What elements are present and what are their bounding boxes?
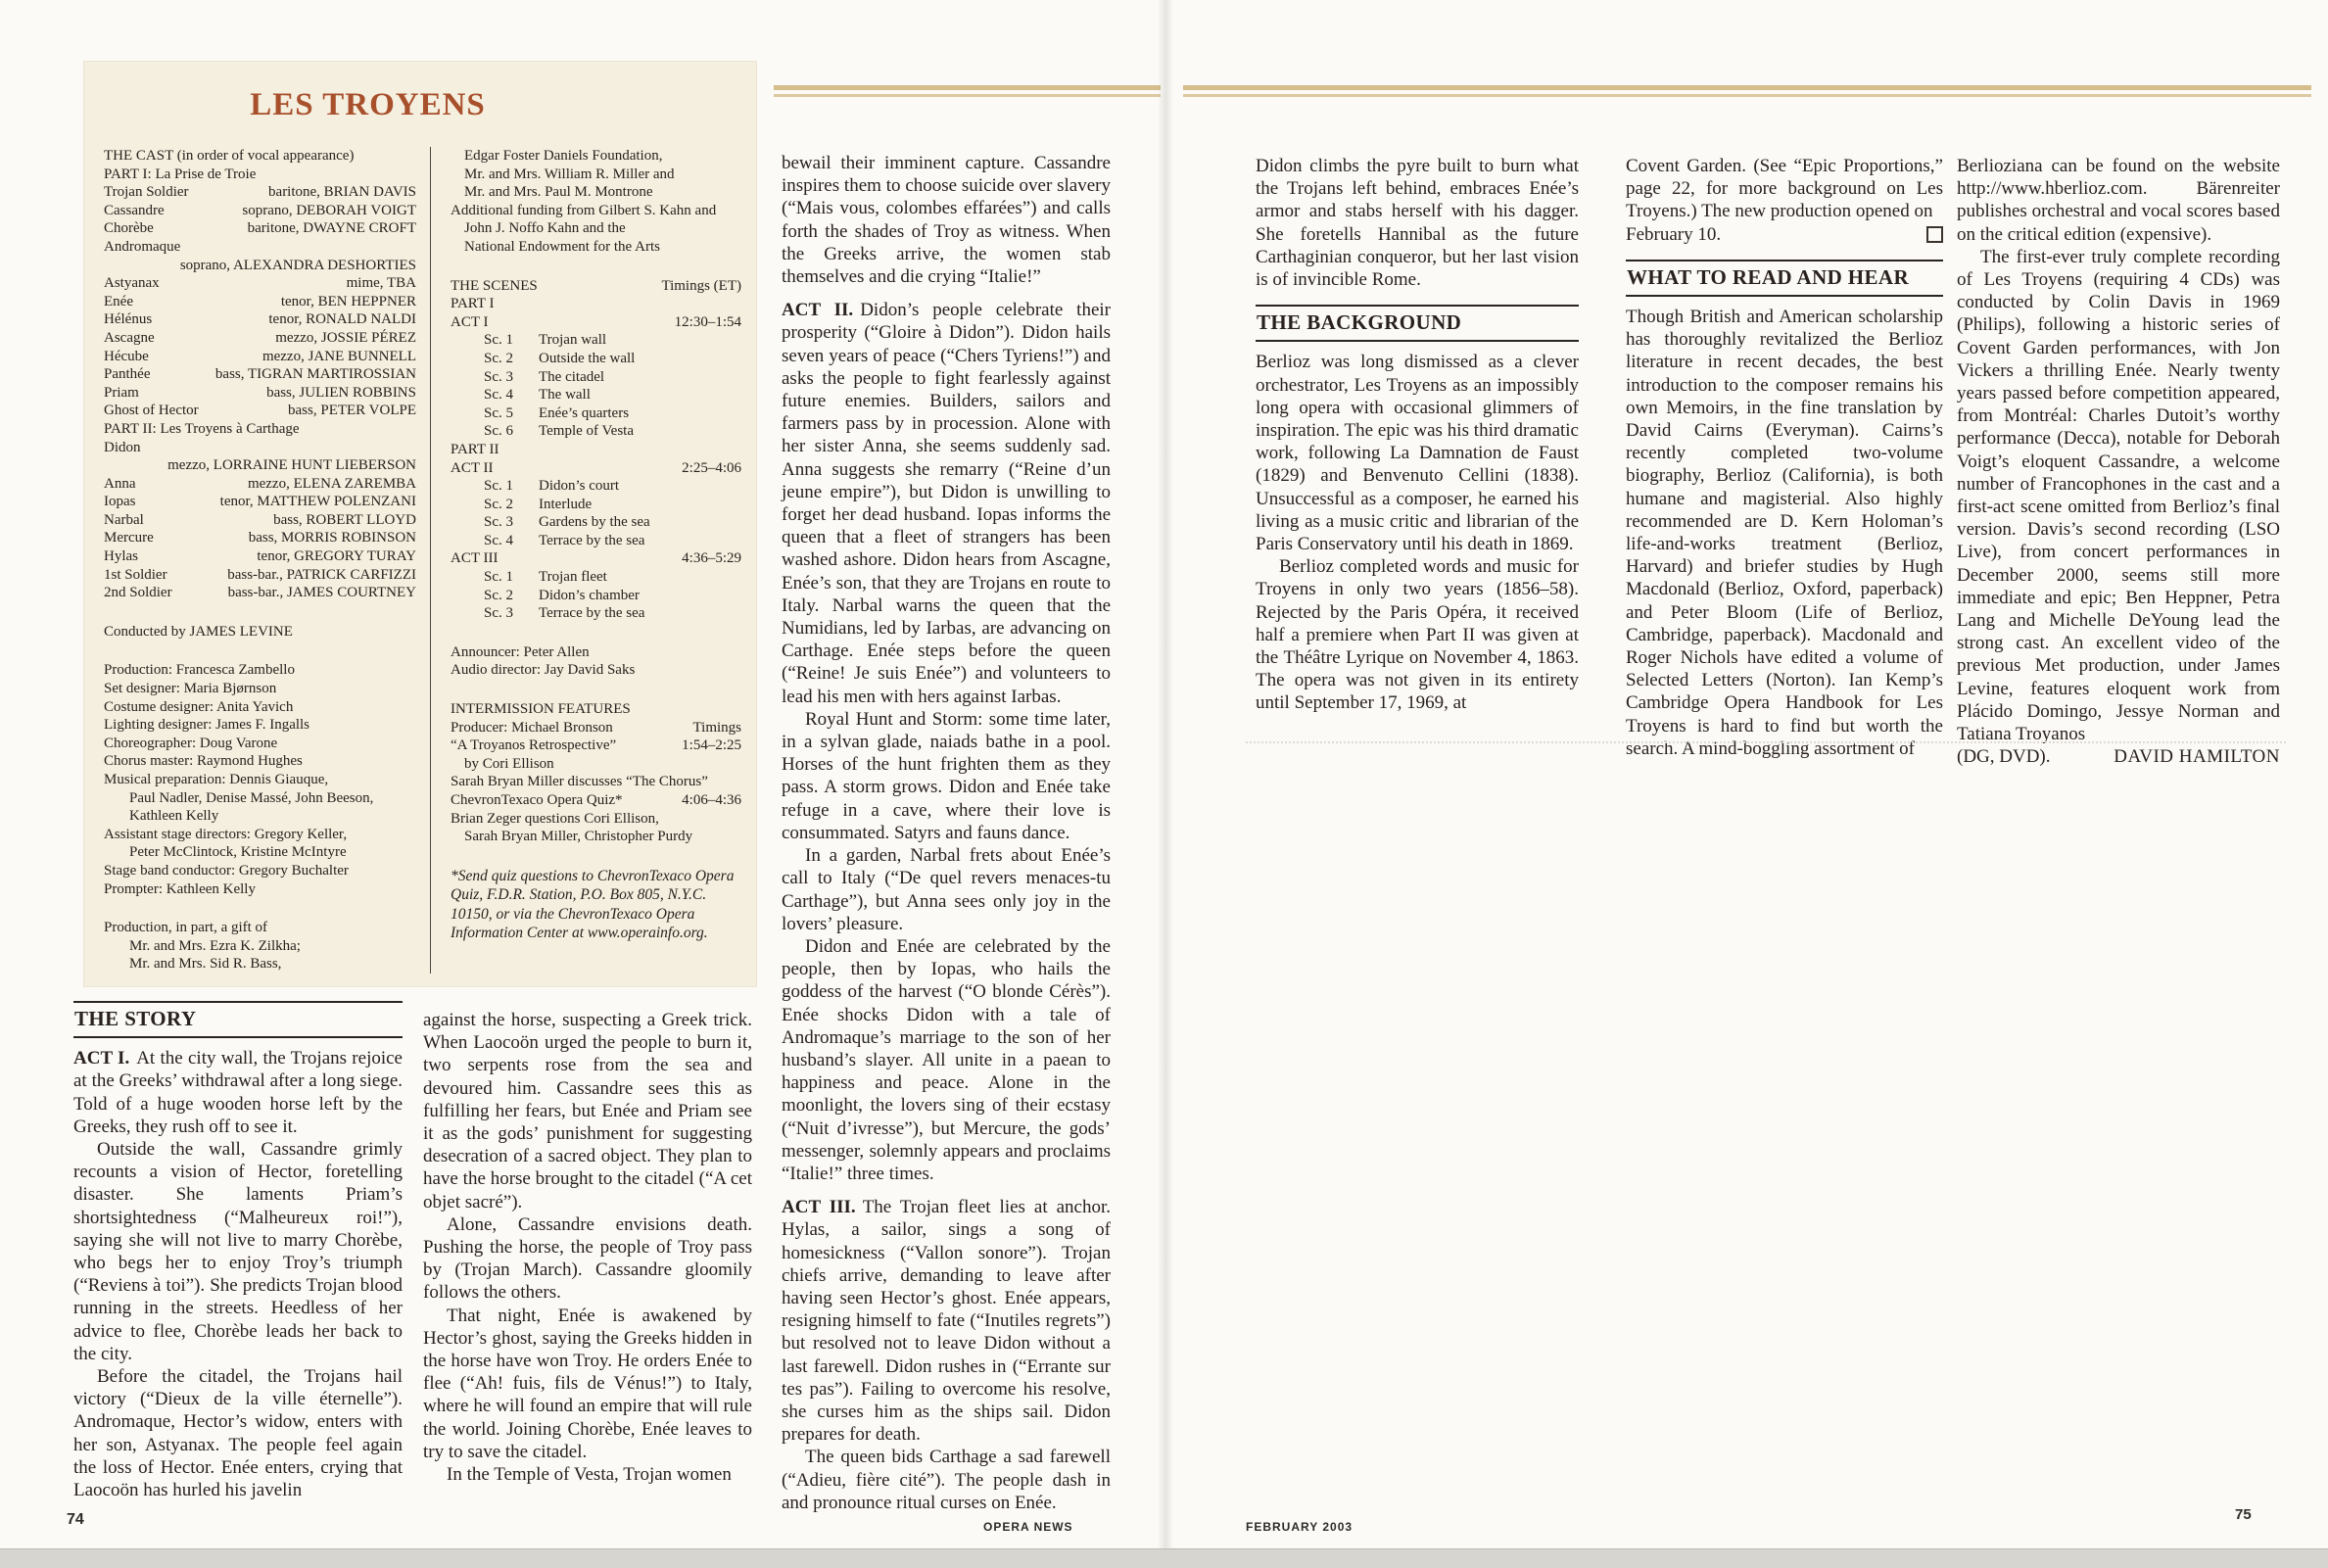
scenes-line: Announcer: Peter Allen: [451, 643, 590, 660]
scenes-line: Sc. 4 The wall: [484, 387, 591, 404]
final-line-text: (DG, DVD).: [1957, 746, 2051, 768]
scenes-line: Brian Zeger questions Cori Ellison,: [451, 810, 659, 827]
cast-line: 2nd Soldier bass-bar., JAMES COURTNEY: [104, 585, 416, 601]
byline-row: [1957, 745, 2280, 768]
cast-line: Prompter: Kathleen Kelly: [104, 880, 256, 897]
top-rule-left-thin: [774, 94, 1161, 97]
cast-line: Hécube mezzo, JANE BUNNELL: [104, 348, 416, 364]
top-rule-left: [774, 85, 1161, 90]
cast-line: Ghost of Hector bass, PETER VOLPE: [104, 403, 416, 419]
story-paragraph: Outside the wall, Cassandre grimly recounts a vision of Hector, foretelling disaster. She laments Priam’s shortsightedness (“Malheureux roi!”), saying she will not live to marry Chorèbe, who begs her to enjoy Troy’s triumph (“Reviens à toi”). She predicts Trojan blood running in the streets. Heedless of her advice to flee, Chorèbe leads her back to the city.: [73, 1139, 403, 1364]
cast-line: Paul Nadler, Denise Massé, John Beeson,: [129, 789, 374, 806]
scenes-line: Sc. 1 Trojan fleet: [484, 569, 607, 586]
scenes-line: PART I: [451, 296, 495, 312]
top-rule-right-thin: [1183, 94, 2311, 97]
scenes-line: ACT III 4:36–5:29: [451, 550, 741, 567]
background-paragraph: Covent Garden. (See “Epic Proportions,” page 22, for more background on Les Troyens.) The new production opened on: [1626, 156, 1943, 222]
footer-issue-date: FEBRUARY 2003: [1246, 1520, 1354, 1534]
cast-line: Didon: [104, 439, 141, 455]
footer-magazine-name: OPERA NEWS: [983, 1520, 1073, 1534]
scenes-line: ChevronTexaco Opera Quiz* 4:06–4:36: [451, 792, 741, 808]
scenes-line: Mr. and Mrs. Paul M. Montrone: [464, 184, 653, 201]
cast-line: Anna mezzo, ELENA ZAREMBA: [104, 475, 416, 492]
story-paragraph: against the horse, suspecting a Greek trick. When Laocoön urged the people to burn it, two serpents rose from the sea and devoured him. Cassandre sees this as fulfilling her fears, but Enée and Priam see it as the gods’ punishment for suggesting desecration of a sacred object. They plan to have the horse brought to the citadel (“A cet objet sacré”).: [423, 1010, 752, 1212]
opera-title: LES TROYENS: [250, 87, 486, 122]
scenes-line: THE SCENES Timings (ET): [451, 277, 741, 294]
section-heading-the-background: [1256, 305, 1579, 342]
author-byline: DAVID HAMILTON: [2114, 746, 2280, 768]
scan-bottom-edge: [0, 1548, 2328, 1568]
cast-line: Chorèbe baritone, DWAYNE CROFT: [104, 220, 416, 237]
cast-line: PART I: La Prise de Troie: [104, 166, 257, 182]
article-end-text: February 10.: [1626, 223, 1722, 245]
cast-line: Hélénus tenor, RONALD NALDI: [104, 311, 416, 328]
cast-line: Musical preparation: Dennis Giauque,: [104, 772, 329, 787]
cast-line: Set designer: Maria Bjørnson: [104, 681, 277, 697]
quiz-note: *Send quiz questions to ChevronTexaco Opera Quiz, F.D.R. Station, P.O. Box 805, N.Y.C. 10150, or via the ChevronTexaco Opera Information Center at www.operainfo.org.: [451, 867, 735, 942]
cast-line: Ascagne mezzo, JOSSIE PÉREZ: [104, 329, 416, 346]
page-number-left: 74: [67, 1511, 84, 1528]
section-heading-label: THE STORY: [74, 1007, 197, 1030]
scenes-line: Sc. 2 Interlude: [484, 496, 593, 512]
cast-line: Choreographer: Doug Varone: [104, 735, 278, 751]
section-heading-label: THE BACKGROUND: [1257, 310, 1462, 335]
scenes-line: Sc. 2 Didon’s chamber: [484, 587, 640, 603]
background-paragraph: Berlioz was long dismissed as a clever orchestrator, Les Troyens as an impossibly long opera with occasional glimmers of inspiration. The epic was his third dramatic work, following La Damnation de Faust (1829) and Benvenuto Cellini (1838). Unsuccessful as a composer, he earned his living as a music critic and librarian of the Paris Conservatory until his death in 1869.: [1256, 352, 1579, 555]
scan-artifact-line: [1246, 741, 2286, 743]
scenes-line: Producer: Michael Bronson Timings: [451, 719, 741, 736]
right-column-1: [1256, 155, 1579, 715]
cast-line: Narbal bass, ROBERT LLOYD: [104, 511, 416, 528]
section-heading-what-to-read-and-hear: [1626, 260, 1943, 297]
scenes-line: Sc. 3 The citadel: [484, 368, 605, 385]
page-gutter: [1158, 0, 1173, 1568]
right-column-2: [1626, 155, 1943, 760]
cast-line: Hylas tenor, GREGORY TURAY: [104, 548, 416, 565]
cast-line: Costume designer: Anita Yavich: [104, 698, 294, 715]
scenes-line: Sc. 3 Terrace by the sea: [484, 605, 645, 622]
cast-line: Stage band conductor: Gregory Buchalter: [104, 862, 349, 879]
page-number-right: 75: [2235, 1506, 2252, 1523]
story-paragraph: In the Temple of Vesta, Trojan women: [447, 1464, 732, 1486]
story-paragraph: Didon and Enée are celebrated by the people, then by Iopas, who hails the goddess of the harvest (“O blonde Cérès”). Enée shocks Didon with a tale of Andromaque’s marriage to the son of her husband’s slayer. All unite in a paean to happiness and peace. Alone in the moonlight, the lovers sing of their ecstasy (“Nuit d’ivresse”), but Mercure, the gods’ messenger, solemnly appears and proclaims “Italie!” three times.: [782, 935, 1111, 1184]
scenes-line: Sarah Bryan Miller, Christopher Purdy: [464, 829, 693, 845]
cast-line: soprano, ALEXANDRA DESHORTIES: [179, 257, 416, 273]
cast-line: Mr. and Mrs. Ezra K. Zilkha;: [129, 937, 301, 954]
cast-line: Cassandre soprano, DEBORAH VOIGT: [104, 202, 416, 218]
cast-line: Trojan Soldier baritone, BRIAN DAVIS: [104, 184, 416, 201]
story-paragraph: ACT II. Didon’s people celebrate their prosperity (“Gloire à Didon”). Didon hails seven years of peace (“Chers Tyriens!”) and asks the people to fight fearlessly against future enemies. Builders, sailors and farmers pass by in procession. Alone with her sister Anna, she seems suddenly sad. Anna suggests she remarry (“Reine d’un jeune empire”), but Didon is unwilling to forget her dead husband. Iopas informs the queen that a fleet of strangers has been washed ashore. Didon hears from Ascagne, Enée’s son, that they are Trojans en route to Italy. Narbal warns the queen that the Numidians, led by Iarbas, are advancing on Carthage. Enée steps before the queen (“Reine! Je suis Enée”) and volunteers to lead his men with hers against Iarbas.: [782, 300, 1111, 707]
scenes-line: Sarah Bryan Miller discusses “The Chorus”: [451, 774, 708, 790]
scenes-line: Additional funding from Gilbert S. Kahn and: [451, 202, 717, 218]
scenes-line: Sc. 5 Enée’s quarters: [484, 404, 630, 421]
scenes-line: Mr. and Mrs. William R. Miller and: [464, 166, 675, 182]
story-paragraph: ACT I. At the city wall, the Trojans rejoice at the Greeks’ withdrawal after a long siege. Told of a huge wooden horse left by the Greeks, they rush off to see it.: [73, 1048, 403, 1137]
scenes-line: Sc. 2 Outside the wall: [484, 350, 636, 366]
cast-line: Chorus master: Raymond Hughes: [104, 753, 303, 770]
top-rule-right: [1183, 85, 2311, 90]
cast-line: Panthée bass, TIGRAN MARTIROSSIAN: [104, 366, 416, 383]
scenes-line: PART II: [451, 441, 499, 457]
scenes-line: Sc. 1 Trojan wall: [484, 332, 607, 349]
scenes-line: ACT I 12:30–1:54: [451, 313, 741, 330]
left-column-3: [782, 152, 1111, 1514]
read-hear-paragraph: Berlioziana can be found on the website http://www.hberlioz.com. Bärenreiter publishes orchestral and vocal scores based on the critical edition (expensive).: [1957, 156, 2280, 245]
scenes-line: Sc. 1 Didon’s court: [484, 478, 620, 495]
cast-line: PART II: Les Troyens à Carthage: [104, 420, 300, 437]
cast-box-right-column: [430, 147, 741, 974]
scenes-line: Sc. 3 Gardens by the sea: [484, 514, 650, 531]
scenes-line: “A Troyanos Retrospective” 1:54–2:25: [451, 737, 741, 754]
cast-line: Peter McClintock, Kristine McIntyre: [129, 844, 347, 861]
scenes-line: Sc. 4 Terrace by the sea: [484, 532, 645, 548]
scenes-line: ACT II 2:25–4:06: [451, 459, 741, 476]
cast-credits-box: [83, 61, 757, 987]
cast-line: 1st Soldier bass-bar., PATRICK CARFIZZI: [104, 566, 416, 583]
section-heading-the-story: [73, 1001, 403, 1038]
scenes-line: by Cori Ellison: [464, 755, 554, 772]
story-paragraph: ACT III. The Trojan fleet lies at anchor. Hylas, a sailor, sings a song of homesickness (“Vallon sonore”). Trojan chiefs arrive, demanding to leave after having seen Hector’s ghost. Enée appears, resigning himself to fate (“Inutiles regrets”) but resolved not to leave Didon without a last farewell. Didon rushes in (“Errante sur tes pas”). Failing to overcome his resolve, she curses him as the ships sail. Didon prepares for death.: [782, 1197, 1111, 1446]
story-paragraph: That night, Enée is awakened by Hector’s ghost, saying the Greeks hidden in the horse have won Troy. He orders Enée to flee (“Ah! fuis, fils de Vénus!”) to Italy, where he will found an empire that will rule the world. Joining Chorèbe, Enée leaves to try to save the citadel.: [423, 1305, 752, 1462]
scenes-line: National Endowment for the Arts: [464, 238, 660, 255]
scenes-line: Sc. 6 Temple of Vesta: [484, 423, 634, 440]
read-hear-paragraph: The first-ever truly complete recording of Les Troyens (requiring 4 CDs) was conducted by Colin Davis in 1969 (Philips), following a historic series of Covent Garden performances, with Jon Vickers a thrilling Enée. Nearly twenty years passed before competition appeared, from Montréal: Charles Dutoit’s worthy performance (Decca), notable for Deborah Voigt’s eloquent Cassandre, a welcome number of Francophones in the cast and a first-act scene omitted from Berlioz’s final version. Davis’s second recording (LSO Live), from concert performances in December 2000, seems still more immediate and epic; Ben Heppner, Petra Lang and Michelle DeYoung lead the strong cast. An excellent video of the previous Met production, under James Levine, features eloquent work from Plácido Domingo, Jessye Norman and Tatiana Troyanos: [1957, 246, 2280, 745]
story-paragraph: Didon climbs the pyre built to burn what the Trojans left behind, embraces Enée’s armor and stabs herself with his dagger. She foretells Hannibal as the future Carthaginian conqueror, but her last vision is of invincible Rome.: [1256, 156, 1579, 291]
story-paragraph: Before the citadel, the Trojans hail victory (“Dieux de la ville éternelle”). Andromaque, Hector’s widow, enters with her son, Astyanax. The people feel again the loss of Hector. Enée enters, crying that Laocoön has hurled his javelin: [73, 1366, 403, 1501]
background-paragraph: Berlioz completed words and music for Troyens in only two years (1856–58). Rejected by the Paris Opéra, it received half a premiere when Part II was given at the Théâtre Lyrique on November 4, 1863. The opera was not given in its entirety until September 17, 1969, at: [1256, 556, 1579, 714]
cast-line: Assistant stage directors: Gregory Keller,: [104, 826, 348, 842]
read-hear-paragraph: Though British and American scholarship has thoroughly revitalized the Berlioz literature in recent decades, the best introduction to the composer remains his own Memoirs, in the fine translation by David Cairns (Everyman). Cairns’s recently completed two-volume biography, Berlioz (California), is both humane and magisterial. Also highly recommended are D. Kern Holoman’s life-and-works treatment (Berlioz, Harvard) and briefer studies by Hugh Macdonald (Berlioz, Oxford, paperback) and Peter Bloom (Life of Berlioz, Cambridge, paperback). Macdonald and Roger Nichols have edited a volume of Selected Letters (Norton). Ian Kemp’s Cambridge Opera Handbook for Les Troyens is hard to find but worth the search. A mind-boggling assortment of: [1626, 307, 1943, 759]
cast-line: Mr. and Mrs. Sid R. Bass,: [129, 956, 282, 973]
scenes-line: Edgar Foster Daniels Foundation,: [464, 148, 663, 164]
cast-line: Iopas tenor, MATTHEW POLENZANI: [104, 494, 416, 510]
story-paragraph: In a garden, Narbal frets about Enée’s call to Italy (“De quel revers menaces-tu Carthage”), but Anna sees only joy in the lovers’ pleasure.: [782, 845, 1111, 934]
left-column-1: [73, 1001, 403, 1501]
cast-line: Production: Francesca Zambello: [104, 662, 295, 679]
end-of-article-icon: [1926, 226, 1943, 243]
cast-line: Conducted by JAMES LEVINE: [104, 623, 293, 640]
story-paragraph: Royal Hunt and Storm: some time later, in a sylvan glade, naiads bathe in a pool. Horses of the hunt frighten them as they pass. A storm grows. Didon and Enée take refuge in a cave, where their love is consummated. Satyrs and fauns dance.: [782, 708, 1111, 843]
left-column-2: [423, 1009, 752, 1486]
cast-line: Production, in part, a gift of: [104, 920, 268, 936]
cast-line: THE CAST (in order of vocal appearance): [104, 148, 355, 164]
story-paragraph: bewail their imminent capture. Cassandre inspires them to choose suicide over slavery (“Mais vous, colombes effarées”) and calls forth the shades of Troy as witness. When the Greeks arrive, the women stab themselves and die crying “Italie!”: [782, 153, 1111, 288]
section-heading-label: WHAT TO READ AND HEAR: [1627, 264, 1910, 289]
scenes-line: INTERMISSION FEATURES: [451, 701, 631, 718]
scenes-line: John J. Noffo Kahn and the: [464, 220, 626, 237]
cast-line: Astyanax mime, TBA: [104, 275, 416, 292]
scenes-line: Audio director: Jay David Saks: [451, 662, 636, 679]
cast-line: Kathleen Kelly: [129, 808, 219, 825]
cast-line: Priam bass, JULIEN ROBBINS: [104, 384, 416, 401]
story-paragraph: Alone, Cassandre envisions death. Pushing the horse, the people of Troy pass by (Trojan March). Cassandre gloomily follows the others.: [423, 1213, 752, 1304]
cast-box-left-column: [104, 147, 416, 974]
cast-line: Mercure bass, MORRIS ROBINSON: [104, 530, 416, 546]
cast-line: Lighting designer: James F. Ingalls: [104, 717, 310, 734]
cast-line: mezzo, LORRAINE HUNT LIEBERSON: [167, 457, 416, 474]
article-end-line: [1626, 223, 1943, 246]
cast-line: Enée tenor, BEN HEPPNER: [104, 293, 416, 309]
story-paragraph: The queen bids Carthage a sad farewell (“Adieu, fière cité”). The people dash in and pronounce ritual curses on Enée.: [782, 1447, 1111, 1513]
right-column-3: [1957, 155, 2280, 768]
cast-line: Andromaque: [104, 238, 181, 255]
